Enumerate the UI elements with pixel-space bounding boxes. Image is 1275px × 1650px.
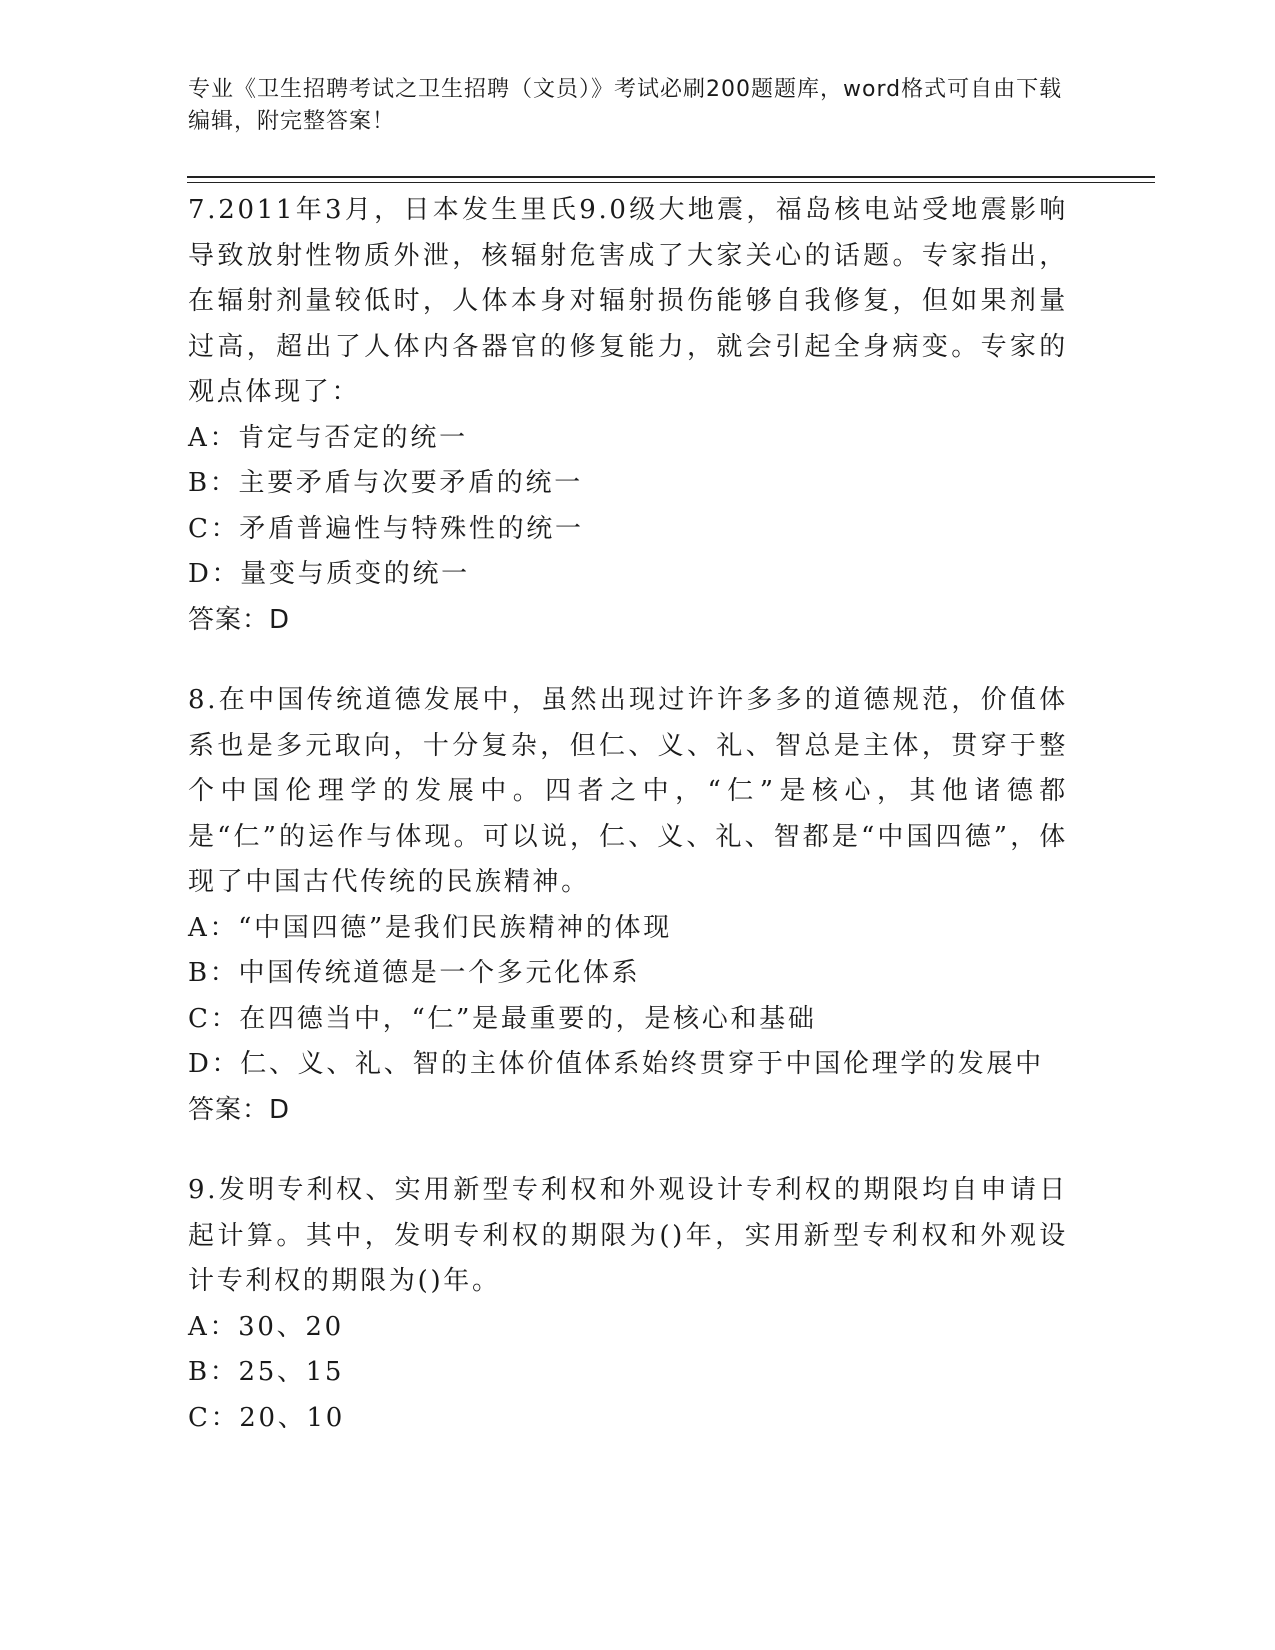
option-c: C：在四德当中，“仁”是最重要的，是核心和基础 <box>188 1003 817 1034</box>
option-b: B：主要矛盾与次要矛盾的统一 <box>188 468 583 498</box>
question-list <box>188 188 1068 1476</box>
option-a: A：肯定与否定的统一 <box>188 422 468 453</box>
option-b: B：中国传统道德是一个多元化体系 <box>188 958 641 988</box>
answer-line: 答案：D <box>188 604 291 635</box>
question-stem: 8.在中国传统道德发展中，虽然出现过许许多多的道德规范，价值体系也是多元取向，十分复杂，但仁、义、礼、智总是主体，贯穿于整个中国伦理学的发展中。四者之中，“仁”是核心，其他诸德都是“仁”的运作与体现。可以说，仁、义、礼、智都是“中国四德”，体现了中国古代传统的民族精神。 <box>188 685 1068 897</box>
option-d: D：量变与质变的统一 <box>188 559 470 589</box>
question-8 <box>188 678 1068 1133</box>
question-9 <box>188 1168 1068 1441</box>
option-d: D：仁、义、礼、智的主体价值体系始终贯穿于中国伦理学的发展中 <box>188 1049 1044 1079</box>
question-stem: 9.发明专利权、实用新型专利权和外观设计专利权的期限均自申请日起计算。其中，发明专利权的期限为()年，实用新型专利权和外观设计专利权的期限为()年。 <box>188 1175 1068 1296</box>
document-header: 专业《卫生招聘考试之卫生招聘（文员）》考试必刷200题题库，word格式可自由下载编辑，附完整答案！ <box>188 77 1063 134</box>
header-divider-thin <box>187 182 1155 183</box>
option-a: A：“中国四德”是我们民族精神的体现 <box>188 912 672 943</box>
answer-line: 答案：D <box>188 1094 291 1125</box>
option-a: A：30、20 <box>188 1311 344 1342</box>
option-c: C：20、10 <box>188 1402 345 1433</box>
option-c: C：矛盾普遍性与特殊性的统一 <box>188 513 584 544</box>
question-stem: 7.2011年3月，日本发生里氏9.0级大地震，福岛核电站受地震影响导致放射性物质外泄，核辐射危害成了大家关心的话题。专家指出，在辐射剂量较低时，人体本身对辐射损伤能够自我修复，但如果剂量过高，超出了人体内各器官的修复能力，就会引起全身病变。专家的观点体现了： <box>188 195 1068 407</box>
question-7 <box>188 188 1068 643</box>
header-divider-thick <box>187 176 1155 178</box>
option-b: B：25、15 <box>188 1357 345 1387</box>
